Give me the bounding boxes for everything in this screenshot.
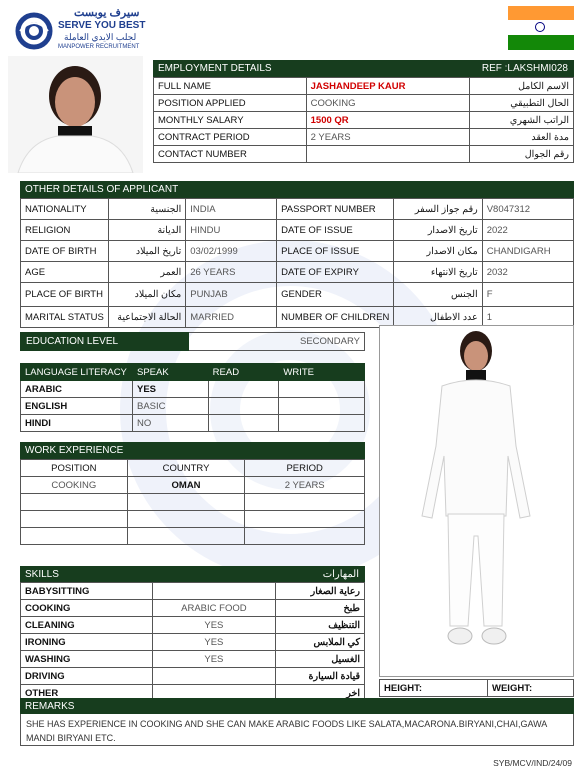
employment-field-label-arabic: الاسم الكامل: [470, 78, 574, 95]
language-column-header: READ: [208, 364, 279, 381]
other-field-label: MARITAL STATUS: [21, 307, 109, 328]
work-country: OMAN: [127, 477, 245, 494]
skill-name-arabic: اخر: [276, 685, 365, 702]
other-field-label: DATE OF EXPIRY: [277, 262, 394, 283]
work-country: [127, 528, 245, 545]
other-field-label: PLACE OF BIRTH: [21, 283, 109, 307]
education-level-value: SECONDARY: [189, 333, 365, 351]
skill-value: YES: [152, 651, 276, 668]
work-period: [245, 528, 365, 545]
other-field-label: RELIGION: [21, 220, 109, 241]
skill-name-arabic: رعاية الصغار: [276, 583, 365, 600]
other-field-label: DATE OF ISSUE: [277, 220, 394, 241]
other-field-label-arabic: الحالة الاجتماعية: [108, 307, 185, 328]
other-field-label-arabic: الديانة: [108, 220, 185, 241]
applicant-full-body-photo: [379, 325, 574, 677]
skill-value: YES: [152, 617, 276, 634]
skill-row: [21, 600, 365, 617]
language-row: [21, 415, 365, 432]
education-table: [20, 332, 365, 351]
employment-row: [154, 95, 574, 112]
work-country: [127, 511, 245, 528]
work-experience-row: [21, 528, 365, 545]
work-experience-row: [21, 494, 365, 511]
other-details-table: [20, 198, 574, 328]
employment-field-value: [306, 146, 470, 163]
language-speak-value: NO: [132, 415, 208, 432]
employment-field-label-arabic: رقم الجوال: [470, 146, 574, 163]
skill-name-arabic: طبخ: [276, 600, 365, 617]
language-read-value: [208, 381, 279, 398]
other-field-label: PLACE OF ISSUE: [277, 241, 394, 262]
work-period: [245, 511, 365, 528]
language-write-value: [279, 415, 365, 432]
other-field-value: INDIA: [186, 199, 277, 220]
other-details-header: OTHER DETAILS OF APPLICANT: [20, 181, 574, 198]
employment-field-value: 1500 QR: [306, 112, 470, 129]
other-field-value: 03/02/1999: [186, 241, 277, 262]
skills-header: [20, 566, 365, 582]
other-field-label: AGE: [21, 262, 109, 283]
work-column-header: PERIOD: [245, 460, 365, 477]
other-field-value: HINDU: [186, 220, 277, 241]
employment-row: [154, 129, 574, 146]
employment-details-title: EMPLOYMENT DETAILS: [158, 63, 272, 74]
skill-row: [21, 651, 365, 668]
applicant-portrait-photo: [8, 56, 143, 173]
other-field-value: V8047312: [482, 199, 573, 220]
employment-field-label-arabic: الراتب الشهري: [470, 112, 574, 129]
skill-value: [152, 583, 276, 600]
language-write-value: [279, 398, 365, 415]
language-speak-value: BASIC: [132, 398, 208, 415]
language-row: [21, 381, 365, 398]
other-details-row: [21, 220, 574, 241]
other-field-value: 1: [482, 307, 573, 328]
logo-mark-icon: [14, 11, 54, 51]
other-field-value: 2032: [482, 262, 573, 283]
employment-field-value: JASHANDEEP KAUR: [306, 78, 470, 95]
other-details-row: [21, 199, 574, 220]
other-field-label: DATE OF BIRTH: [21, 241, 109, 262]
skills-title: SKILLS: [25, 568, 59, 580]
other-field-label: NATIONALITY: [21, 199, 109, 220]
skill-row: [21, 634, 365, 651]
height-weight-table: [379, 679, 574, 697]
language-name: ENGLISH: [21, 398, 133, 415]
employment-field-label: CONTRACT PERIOD: [154, 129, 307, 146]
language-name: ARABIC: [21, 381, 133, 398]
language-column-header: SPEAK: [132, 364, 208, 381]
employment-field-label: POSITION APPLIED: [154, 95, 307, 112]
weight-label: WEIGHT:: [488, 680, 574, 697]
work-column-header: COUNTRY: [127, 460, 245, 477]
skill-value: [152, 668, 276, 685]
employment-details-header: [153, 60, 574, 77]
language-column-header: WRITE: [279, 364, 365, 381]
reference-number: REF :LAKSHMI028: [481, 63, 568, 74]
height-label: HEIGHT:: [380, 680, 488, 697]
work-experience-header: WORK EXPERIENCE: [20, 442, 365, 459]
logo-name: SERVE YOU BEST: [58, 20, 146, 31]
other-details-row: [21, 262, 574, 283]
skill-name-arabic: التنظيف: [276, 617, 365, 634]
other-field-label-arabic: الجنسية: [108, 199, 185, 220]
skill-name-arabic: كي الملابس: [276, 634, 365, 651]
work-experience-row: [21, 511, 365, 528]
language-name: HINDI: [21, 415, 133, 432]
employment-field-label-arabic: مدة العقد: [470, 129, 574, 146]
other-field-label-arabic: عدد الاطفال: [394, 307, 482, 328]
employment-field-label: MONTHLY SALARY: [154, 112, 307, 129]
skill-name-arabic: قيادة السيارة: [276, 668, 365, 685]
document-footer-code: SYB/MCV/IND/24/09: [493, 758, 572, 768]
language-column-header: LANGUAGE LITERACY: [21, 364, 133, 381]
work-period: [245, 494, 365, 511]
language-read-value: [208, 415, 279, 432]
employment-field-label: FULL NAME: [154, 78, 307, 95]
education-level-label: EDUCATION LEVEL: [21, 333, 189, 351]
skill-row: [21, 668, 365, 685]
work-column-header: POSITION: [21, 460, 128, 477]
other-field-label-arabic: مكان الاصدار: [394, 241, 482, 262]
other-field-label: NUMBER OF CHILDREN: [277, 307, 394, 328]
work-position: COOKING: [21, 477, 128, 494]
skills-table: [20, 582, 365, 702]
skill-name: WASHING: [21, 651, 153, 668]
other-field-value: F: [482, 283, 573, 307]
other-field-value: PUNJAB: [186, 283, 277, 307]
skill-name: DRIVING: [21, 668, 153, 685]
employment-field-label: CONTACT NUMBER: [154, 146, 307, 163]
logo-arabic: سيرف يوبست: [74, 7, 140, 19]
other-field-label-arabic: تاريخ الانتهاء: [394, 262, 482, 283]
employment-field-value: 2 YEARS: [306, 129, 470, 146]
employment-field-label-arabic: الحال التطبيقي: [470, 95, 574, 112]
work-experience-table: [20, 459, 365, 545]
language-read-value: [208, 398, 279, 415]
work-experience-row: [21, 477, 365, 494]
work-period: 2 YEARS: [245, 477, 365, 494]
other-field-value: CHANDIGARH: [482, 241, 573, 262]
work-position: [21, 494, 128, 511]
other-field-label-arabic: تاريخ الاصدار: [394, 220, 482, 241]
language-write-value: [279, 381, 365, 398]
remarks-text: SHE HAS EXPERIENCE IN COOKING AND SHE CAN MAKE ARABIC FOODS LIKE SALATA,MACARONA.BIRYANI,CHAI,GAWA MANDI BIRYANI ETC.: [20, 714, 574, 746]
logo-arabic-sub: لجلب الايدي العاملة: [64, 32, 137, 42]
company-logo: [14, 8, 164, 56]
other-field-value: 26 YEARS: [186, 262, 277, 283]
skill-name: CLEANING: [21, 617, 153, 634]
other-field-label-arabic: مكان الميلاد: [108, 283, 185, 307]
skill-value: YES: [152, 634, 276, 651]
other-field-label-arabic: العمر: [108, 262, 185, 283]
other-field-label-arabic: تاريخ الميلاد: [108, 241, 185, 262]
skill-name: COOKING: [21, 600, 153, 617]
skill-row: [21, 583, 365, 600]
skill-value: ARABIC FOOD: [152, 600, 276, 617]
work-country: [127, 494, 245, 511]
language-table: [20, 363, 365, 432]
other-field-label: PASSPORT NUMBER: [277, 199, 394, 220]
skill-row: [21, 617, 365, 634]
other-field-label: GENDER: [277, 283, 394, 307]
work-position: [21, 528, 128, 545]
india-flag-icon: [508, 6, 574, 50]
other-field-label-arabic: الجنس: [394, 283, 482, 307]
other-details-row: [21, 283, 574, 307]
other-field-value: MARRIED: [186, 307, 277, 328]
language-row: [21, 398, 365, 415]
employment-row: [154, 112, 574, 129]
logo-tagline: MANPOWER RECRUITMENT: [58, 44, 140, 50]
skill-name: BABYSITTING: [21, 583, 153, 600]
work-position: [21, 511, 128, 528]
other-field-value: 2022: [482, 220, 573, 241]
employment-field-value: COOKING: [306, 95, 470, 112]
language-speak-value: YES: [132, 381, 208, 398]
other-field-label-arabic: رقم جواز السفر: [394, 199, 482, 220]
other-details-row: [21, 241, 574, 262]
skills-title-arabic: المهارات: [322, 568, 359, 580]
skill-name: OTHER: [21, 685, 153, 702]
employment-table: [153, 77, 574, 163]
skill-name: IRONING: [21, 634, 153, 651]
employment-row: [154, 146, 574, 163]
employment-row: [154, 78, 574, 95]
remarks-header: REMARKS: [20, 698, 574, 714]
skill-name-arabic: الغسيل: [276, 651, 365, 668]
